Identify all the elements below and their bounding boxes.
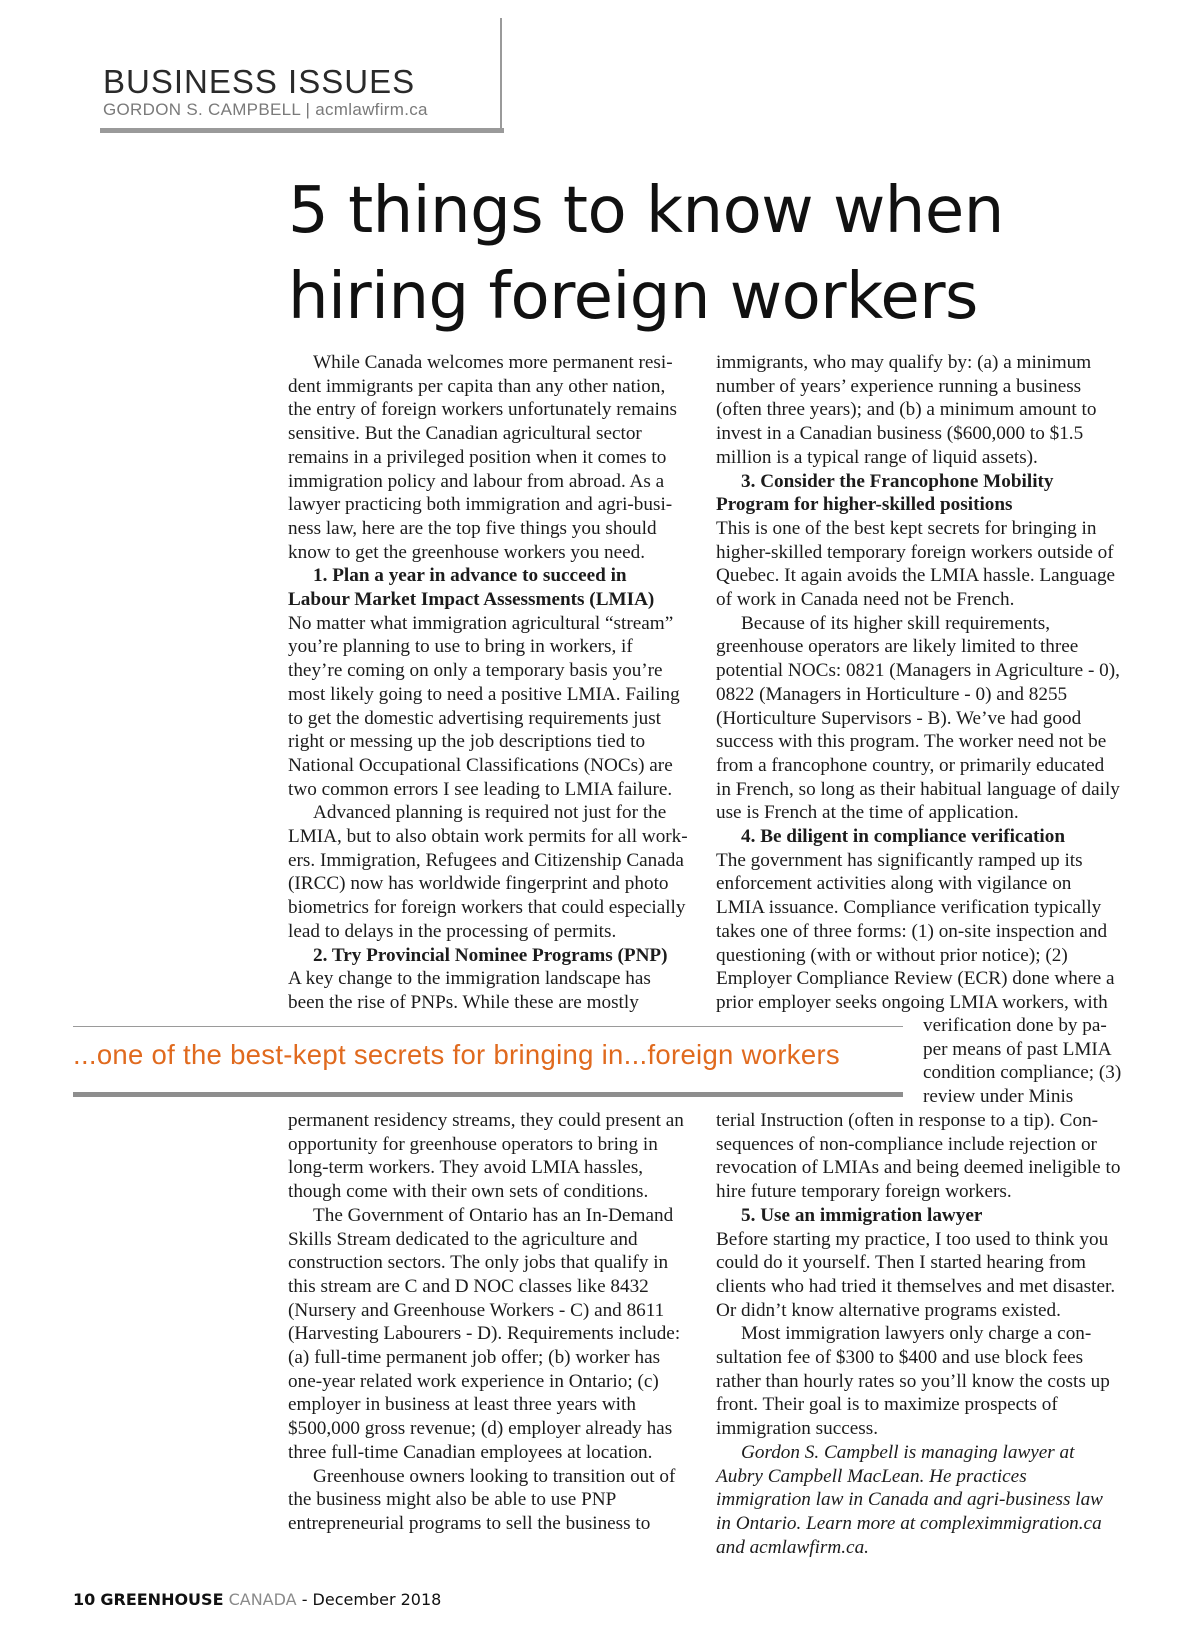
author-bio: Gordon S. Campbell is managing lawyer at Aubry Campbell MacLean. He practices immigration law in Canada and agri-business law in Ontario. Learn more at compleximmigration.ca and acmlawfirm.ca. [716, 1441, 1103, 1558]
issue-date: - December 2018 [296, 1590, 442, 1609]
paragraph: No matter what immigration agricultural “stream” you’re planning to use to bring in workers, if they’re coming on only a temporary basis you’re most likely going to need a positive LMIA. Failing to get the domestic advertising requirements just right or messing up the job descriptions tied to National Occupational Classifications (NOCs) are two common errors I see leading to LMIA failure. [288, 612, 680, 800]
paragraph: terial Instruction (often in response to a tip). Consequences of non-compliance include rejection or revocation of LMIAs and being deemed ineligible to hire future temporary foreign workers. [716, 1110, 1121, 1203]
section-header [103, 64, 428, 120]
paragraph: Most immigration lawyers only charge a consultation fee of $300 to $400 and use block fees rather than hourly rates so you’ll know the costs up front. Their goal is to maximize prospects of immigration success. [716, 1323, 1110, 1440]
article-headline [288, 168, 1108, 340]
page-number: 10 [73, 1590, 96, 1609]
paragraph: Greenhouse owners looking to transition out of the business might also be able to use PNP entrepreneurial programs to sell the business to [288, 1465, 676, 1534]
magazine-name-bold: GREENHOUSE [100, 1590, 224, 1609]
section-title: BUSINESS ISSUES [103, 63, 416, 100]
subhead-4: 4. Be diligent in compliance verification [741, 826, 1066, 848]
header-rule-vertical [500, 18, 502, 131]
paragraph: Because of its higher skill requirements, greenhouse operators are likely limited to three potential NOCs: 0821 (Managers in Agriculture - 0), 0822 (Managers in Horticulture - 0) and 8255 (Horticulture Supervisors - B). We’ve had good success with this program. The worker need not be from a francophone country, or primarily educated in French, so long as their habitual language of daily use is French at the time of application. [716, 612, 1120, 824]
column-1-bottom [288, 1109, 688, 1536]
paragraph: immigrants, who may qualify by: (a) a minimum number of years’ experience running a business (often three years); and (b) a minimum amount to invest in a Canadian business ($600,000 to $1.5 million is a typical range of liquid assets). [716, 352, 1097, 468]
page-footer [73, 1590, 441, 1609]
paragraph: Advanced planning is required not just for the LMIA, but to also obtain work permits for all workers. Immigration, Refugees and Citizenship Canada (IRCC) now has worldwide fingerprint and photo biometrics for foreign workers that could especially lead to delays in the processing of permits. [288, 802, 688, 942]
intro-paragraph: While Canada welcomes more permanent resident immigrants per capita than any other nation, the entry of foreign workers unfortunately remains sensitive. But the Canadian agricultural sector remains in a privileged position when it comes to immigration policy and labour from abroad. As a lawyer practicing both immigration and agri-business law, here are the top five things you should know to get the greenhouse workers you need. [288, 352, 677, 563]
paragraph: permanent residency streams, they could present an opportunity for greenhouse operators to bring in long-term workers. They avoid LMIA hassles, though come with their own sets of conditions. [288, 1110, 684, 1203]
pull-quote-rule-top [73, 1026, 903, 1027]
pull-quote: ...one of the best-kept secrets for bringing in...foreign workers [73, 1039, 840, 1070]
column-1-top [288, 351, 688, 1015]
column-2-narrow [923, 1014, 1123, 1109]
column-2-bottom [716, 1109, 1122, 1559]
subhead-2: 2. Try Provincial Nominee Programs (PNP) [313, 944, 668, 966]
paragraph: A key change to the immigration landscape has been the rise of PNPs. While these are mostly [288, 968, 651, 1013]
subhead-5: 5. Use an immigration lawyer [741, 1204, 983, 1226]
paragraph: Before starting my practice, I too used to think you could do it yourself. Then I started hearing from clients who had tried it themselves and met disaster. Or didn’t know alternative programs existed. [716, 1228, 1116, 1321]
column-2-top [716, 351, 1122, 1015]
header-rule-horizontal [100, 128, 504, 133]
subhead-3: 3. Consider the Francophone Mobility Program for higher-skilled positions [716, 470, 1054, 516]
author-byline: GORDON S. CAMPBELL | acmlawfirm.ca [103, 100, 428, 119]
subhead-1: 1. Plan a year in advance to succeed in Labour Market Impact Assessments (LMIA) [288, 565, 655, 611]
paragraph: The Government of Ontario has an In-Demand Skills Stream dedicated to the agriculture and construction sectors. The only jobs that qualify in this stream are C and D NOC classes like 8432 (Nursery and Greenhouse Workers - C) and 8611 (Harvesting Labourers - D). Requirements include: (a) full-time permanent job offer; (b) worker has one-year related work experience in Ontario; (c) employer in business at least three years with $500,000 gross revenue; (d) employer already has three full-time Canadian employees at location. [288, 1204, 681, 1463]
paragraph: This is one of the best kept secrets for bringing in higher-skilled temporary foreign workers outside of Quebec. It again avoids the LMIA hassle. Language of work in Canada need not be French. [716, 517, 1116, 611]
headline-line-2: hiring foreign workers [288, 260, 978, 334]
paragraph: verification done by paper means of past LMIA condition compliance; (3) review under Minis [923, 1015, 1122, 1108]
magazine-name-light: CANADA [228, 1590, 297, 1609]
pull-quote-rule-bottom [73, 1092, 903, 1097]
paragraph: The government has significantly ramped up its enforcement activities along with vigilance on LMIA issuance. Compliance verification typically takes one of three forms: (1) on-site inspection and questioning (with or without prior notice); (2) Employer Compliance Review (ECR) done where a prior employer seeks ongoing LMIA workers, with [716, 849, 1115, 1013]
headline-line-1: 5 things to know when [288, 174, 1004, 248]
